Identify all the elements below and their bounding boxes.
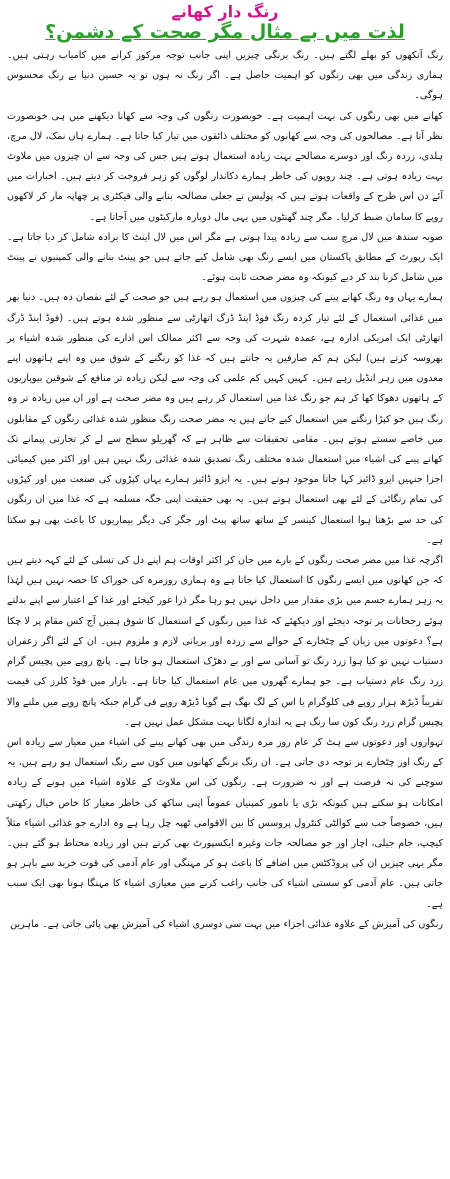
- article-paragraph: اگرچہ غذا میں مضر صحت رنگوں کے بارے میں جان کر اکثر اوقات ہم اپنے دل کی تسلی کے لئے کہہ دیتے ہیں کہ جن کھانوں میں ایسے رنگوں کا استعمال کیا جاتا ہے وہ ہماری روزمرہ کی خوراک کا حصہ نہیں ہیں لہٰذا یہ زہر ہمارے جسم میں بڑی مقدار میں داخل نہیں ہو رہا مگر ذرا غور کیجئے اور غذا کے اعتبار سے اپنے بدلتے ہوئے رجحانات پر توجہ دیجئے اور دیکھئے کہ غذا میں رنگوں کے استعمال کا شوق ہمیں آج کس مقام پر لا چکا ہے؟ دعوتوں میں زبان کے چٹخارے کے حوالے سے زردہ اور بریانی لازم و ملزوم ہیں۔ ان کے لئے اگر زعفران دستیاب نہیں تو کیا ہوا زرد رنگ تو آسانی سے اور بے دھڑک استعمال ہو جاتا ہے۔ پانچ روپے میں پچیس گرام زرد رنگ عام دستیاب ہے۔ جو ہمارے گھروں میں عام استعمال کیا جاتا ہے۔ بازار میں فوڈ کلرز کی قیمت تقریباً ڈیڑھ ہزار روپے فی کلوگرام یا اس کے لگ بھگ ہے گویا ڈیڑھ روپے فی گرام جبکہ پانچ روپے میں ملنے والا پچیس گرام زرد رنگ کون سا رنگ ہے یہ اندازہ لگانا بہت مشکل عمل نہیں ہے۔: [7, 555, 443, 728]
- article-paragraph: صوبہ سندھ میں لال مرچ سب سے زیادہ پیدا ہوتی ہے مگر اس میں لال اینٹ کا برادہ شامل کر دیا جاتا ہے۔ ایک رپورٹ کے مطابق پاکستان میں ایسے رنگ بھی شامل کیے جاتے ہیں جو پینٹ بنانے والی کمپنیوں نے پینٹ میں شامل کرنا بند کر دیے کیونکہ وہ مضر صحت ثابت ہوئے۔: [7, 231, 443, 284]
- article-title: لذت میں بے مثال مگر صحت کے دشمن؟: [45, 21, 405, 43]
- article-body: [7, 46, 443, 935]
- article-headline: [7, 2, 443, 43]
- article-paragraph: رنگوں کی آمیزش کے علاوہ غذائی اجزاء میں بہت سی دوسری اشیاء کی آمیزش بھی پائی جاتی ہے۔ ماہرین: [10, 918, 443, 930]
- article-paragraph: ہمارے یہاں وہ رنگ کھانے پینے کی چیزوں میں استعمال ہو رہے ہیں جو صحت کے لئے نقصان دہ ہیں۔ دنیا بھر میں غذائی استعمال کے لئے تیار کردہ رنگ فوڈ اینڈ ڈرگ اتھارٹی سے منظور شدہ ہوتے ہیں۔ (فوڈ اینڈ ڈرگ اتھارٹی ایک امریکی ادارہ ہے، عمدہ شہرت کی وجہ سے اکثر ممالک اس ادارے کی منظور شدہ اشیاء پر بھروسہ کرتے ہیں) لیکن ہم کم صارفین یہ جانتے ہیں کہ غذا کو رنگنے کے شوق میں وہ اپنے ہاتھوں اپنے معدوں میں زہر انڈیل رہے ہیں۔ کہیں کہیں کم علمی کی وجہ سے لیکن زیادہ تر منافع کے شوقین بیوپاریوں کے ہاتھوں دھوکا کھا کر ہم جو رنگ غذا میں استعمال کر رہے ہیں وہ مضر صحت ہے اور ان میں زیادہ تر وہ رنگ ہیں جو کپڑا رنگنے میں استعمال کیے جاتے ہیں یہ مضر صحت رنگ منظور شدہ غذائی رنگوں کے مقابلوں میں خاصے سستے ہوتے ہیں۔ مقامی تحقیقات سے ظاہر ہے کہ گھریلو سطح سے لے کر تجارتی پیمانے تک کھانے پینے کی اشیاء میں استعمال شدہ مختلف رنگ تصدیق شدہ غذائی رنگ نہیں ہیں اور اکثر میں کیمیائی اجزا جنہیں ایزو ڈائیز کہا جاتا موجود ہوتے ہیں۔ یہ ایزو ڈائیز ہمارے یہاں کپڑوں کی صنعت میں اور کپڑوں کی تمام رنگائی کے لئے بھی استعمال ہوتے ہیں۔ یہ بھی حقیقت اپنی جگہ مسلمہ ہے کہ غذا میں ان رنگوں کی حد سے بڑھتا ہوا استعمال کینسر کے ساتھ ساتھ پیٹ اور جگر کی دیگر بیماریوں کا باعث بھی ہو سکتا ہے۔: [7, 292, 443, 546]
- article-paragraph: رنگ آنکھوں کو بھلے لگتے ہیں۔ رنگ برنگی چیزیں اپنی جانب توجہ مرکوز کرانے میں کامیاب رہتی ہیں۔ ہماری زندگی میں بھی رنگوں کو اہمیت حاصل ہے۔ اگر رنگ نہ ہوں تو یہ حسین دنیا بے رنگ محسوس ہوگی۔: [7, 50, 443, 102]
- article-paragraph: تہواروں اور دعوتوں سے ہٹ کر عام روز مرہ زندگی میں بھی کھانے پینے کی اشیاء میں معیار سے زیادہ اس کے رنگ اور چٹخارے پر توجہ دی جاتی ہے۔ ان رنگ برنگے کھانوں میں کون سے رنگ استعمال ہو رہے ہیں، یہ سوچنے کی نہ فرصت ہے اور نہ ضرورت ہے۔ رنگوں کی اس ملاوٹ کے علاوہ اشیاء میں ہونے کے زیادہ امکانات ہو سکتے ہیں کیونکہ بڑی یا نامور کمپنیاں عموماً اپنی ساکھ کی خاطر معیار کا خاص خیال رکھتی ہیں، خصوصاً جب سے کوالٹی کنٹرول پروسس کا بین الاقوامی ٹھپہ چل رہا ہے وہ ادارے جو غذائی اشیاء مثلاً کیچپ، جام جیلی، اچار اور جو مصالحہ جات وغیرہ ایکسپورٹ بھی کرتے ہیں اور زیادہ محتاط ہو گئے ہیں۔ مگر یہی چیزیں ان کی پروڈکٹس میں اضافے کا باعث ہو کر مہنگی اور عام آدمی کی قوت خرید سے باہر ہو جاتی ہیں۔ عام آدمی کو سستی اشیاء کی جانب راغب کرنے میں معیاری اشیاء کا مہنگا ہونا بھی ایک سبب ہے۔: [7, 736, 443, 910]
- article-kicker: رنگ دار کھانے: [171, 2, 279, 21]
- article-paragraph: کھانے میں بھی رنگوں کی بہت اہمیت ہے۔ خوبصورت رنگوں کی وجہ سے کھانا دیکھنے میں ہی خوبصورت نظر آتا ہے۔ مصالحوں کی وجہ سے کھانوں کو مختلف ذائقوں میں تیار کیا جاتا ہے۔ ہمارے ہاں نمک، لال مرچ، ہلدی، زردہ رنگ اور دوسرے مصالحے بہت زیادہ استعمال ہوتے ہیں جس کی وجہ سے ان چیزوں میں ملاوٹ بہت زیادہ ہوتی ہے۔ چند روپوں کی خاطر ہمارے دکاندار لوگوں کو زہر فروخت کر دیتے ہیں۔ اخبارات میں آئے دن اس طرح کے واقعات ہوتے ہیں کہ پولیس نے جعلی مصالحہ بنانے والی فیکٹری پر چھاپہ مار کر لاکھوں روپے کا سامان ضبط کرلیا۔ مگر چند گھنٹوں میں یہی مال دوبارہ مارکیٹوں میں آجاتا ہے۔: [7, 110, 443, 223]
